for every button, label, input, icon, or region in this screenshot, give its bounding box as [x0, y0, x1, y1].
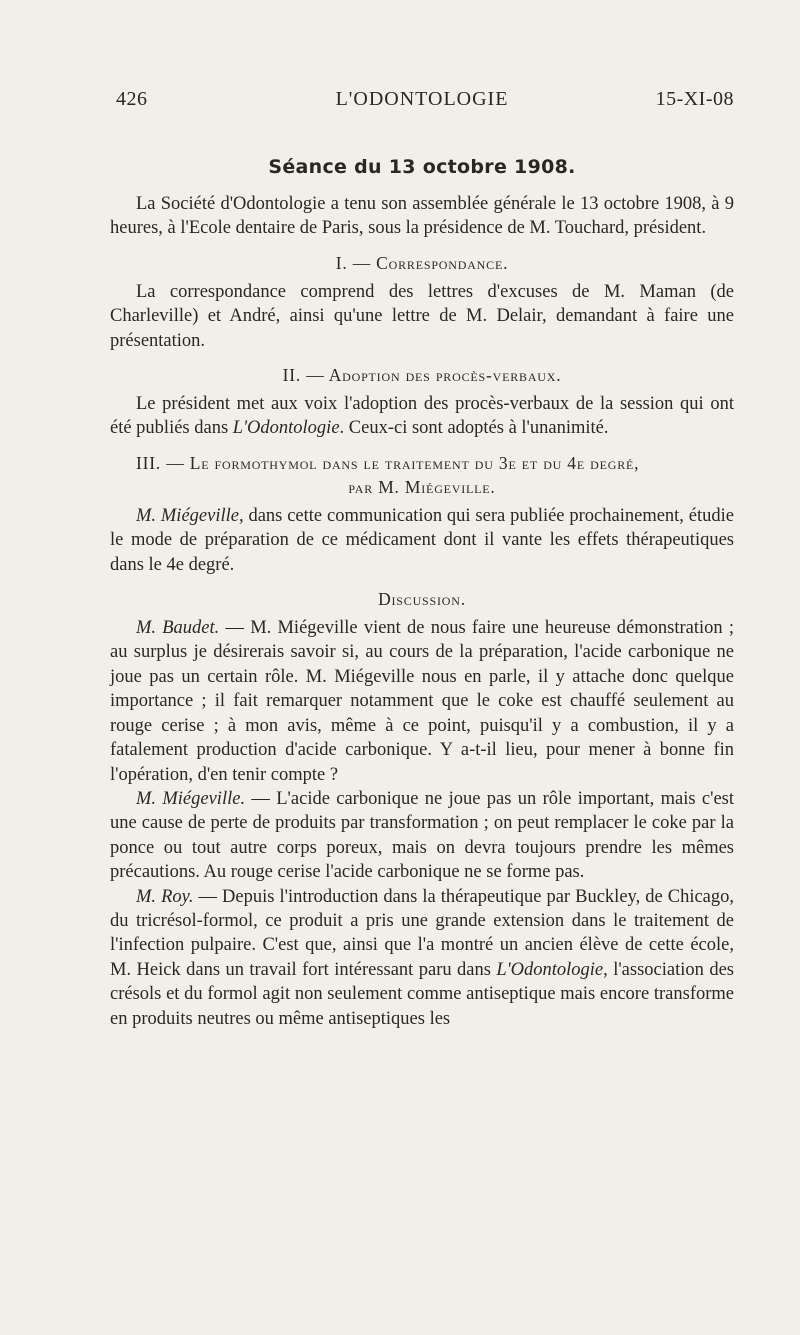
speaker-name: M. Baudet.: [136, 618, 220, 639]
discussion-heading: Discussion.: [378, 589, 466, 610]
intro-paragraph: La Société d'Odontologie a tenu son assemblée générale le 13 octobre 1908, à 9 heures, à l'Ecole dentaire de Paris, sous la présidence de M. Touchard, président.: [110, 194, 734, 239]
section-3-body: dans cette communication qui sera publiée prochainement, étudie le mode de préparation de ce médicament dont il vante les effets thérapeutiques dans le 4e degré.: [110, 505, 734, 575]
discussion-item-miegeville: [110, 787, 734, 885]
document-page: [110, 88, 734, 1031]
section-3-heading-line-2: par M. Miégeville.: [348, 476, 496, 497]
issue-date: 15-XI-08: [655, 88, 734, 110]
discussion-item-roy: [110, 885, 734, 1031]
speaker-name: M. Miégeville.: [136, 788, 246, 809]
session-title: Séance du 13 octobre 1908.: [268, 156, 576, 178]
discussion-text-b: , l'association des crésols et du formol agit non seulement comme antiseptique mais encore transforme en produits neutres ou même antiseptiques les: [110, 959, 734, 1029]
section-2-heading: II. — Adoption des procès-verbaux.: [282, 365, 562, 386]
discussion-text: — L'acide carbonique ne joue pas un rôle important, mais c'est une cause de perte de produits par transformation ; on peut remplacer le coke par la ponce ou tout autre corps poreux, mais on devra toujours prendre les mêmes précautions. Au rouge cerise l'acide carbonique ne se forme pas.: [110, 788, 734, 883]
section-3-heading-line-1: III. — Le formothymol dans le traitement du 3e et du 4e degré,: [136, 452, 640, 473]
page-header: [110, 88, 734, 118]
discussion-text-a: — Depuis l'introduction dans la thérapeutique par Buckley, de Chicago, du tricrésol-formol, ce produit a pris une grande extension dans le traitement de l'infection pulpaire. C'est que, ainsi que l'a montré un ancien élève de cette école, M. Heick dans un travail fort intéressant paru dans: [110, 886, 735, 980]
speaker-name: M. Miégeville,: [136, 505, 244, 526]
section-3-text: [110, 504, 734, 577]
section-1-text: La correspondance comprend des lettres d'excuses de M. Maman (de Charleville) et André, ainsi qu'une lettre de M. Delair, demandant à faire une présentation.: [110, 281, 734, 351]
section-2-text-b: . Ceux-ci sont adoptés à l'unanimité.: [339, 418, 609, 439]
page-number: 426: [116, 88, 148, 110]
journal-title: L'Odontologie: [232, 418, 340, 439]
section-2-text: [110, 392, 734, 441]
section-3-heading: [110, 451, 734, 499]
running-title: L'ODONTOLOGIE: [335, 88, 509, 110]
speaker-name: M. Roy.: [136, 886, 194, 907]
journal-title: L'Odontologie: [496, 959, 604, 980]
discussion-text: — M. Miégeville vient de nous faire une heureuse démonstration ; au surplus je désirerais savoir si, au cours de la préparation, l'acide carbonique ne joue pas un certain rôle. M. Miégeville nous en parle, il y attache donc quelque importance ; il fait remarquer notamment que le coke est chauffé seulement au rouge cerise ; à mon avis, même à ce point, puisqu'il y a combustion, il y a fatalement production d'acide carbonique. Y a-t-il lieu, pour mener à bonne fin l'opération, d'en tenir compte ?: [110, 618, 734, 785]
discussion-item-baudet: [110, 616, 734, 787]
section-2-text-a: Le président met aux voix l'adoption des procès-verbaux de la session qui ont été publiés dans: [110, 394, 734, 439]
section-1-heading: I. — Correspondance.: [335, 252, 509, 273]
